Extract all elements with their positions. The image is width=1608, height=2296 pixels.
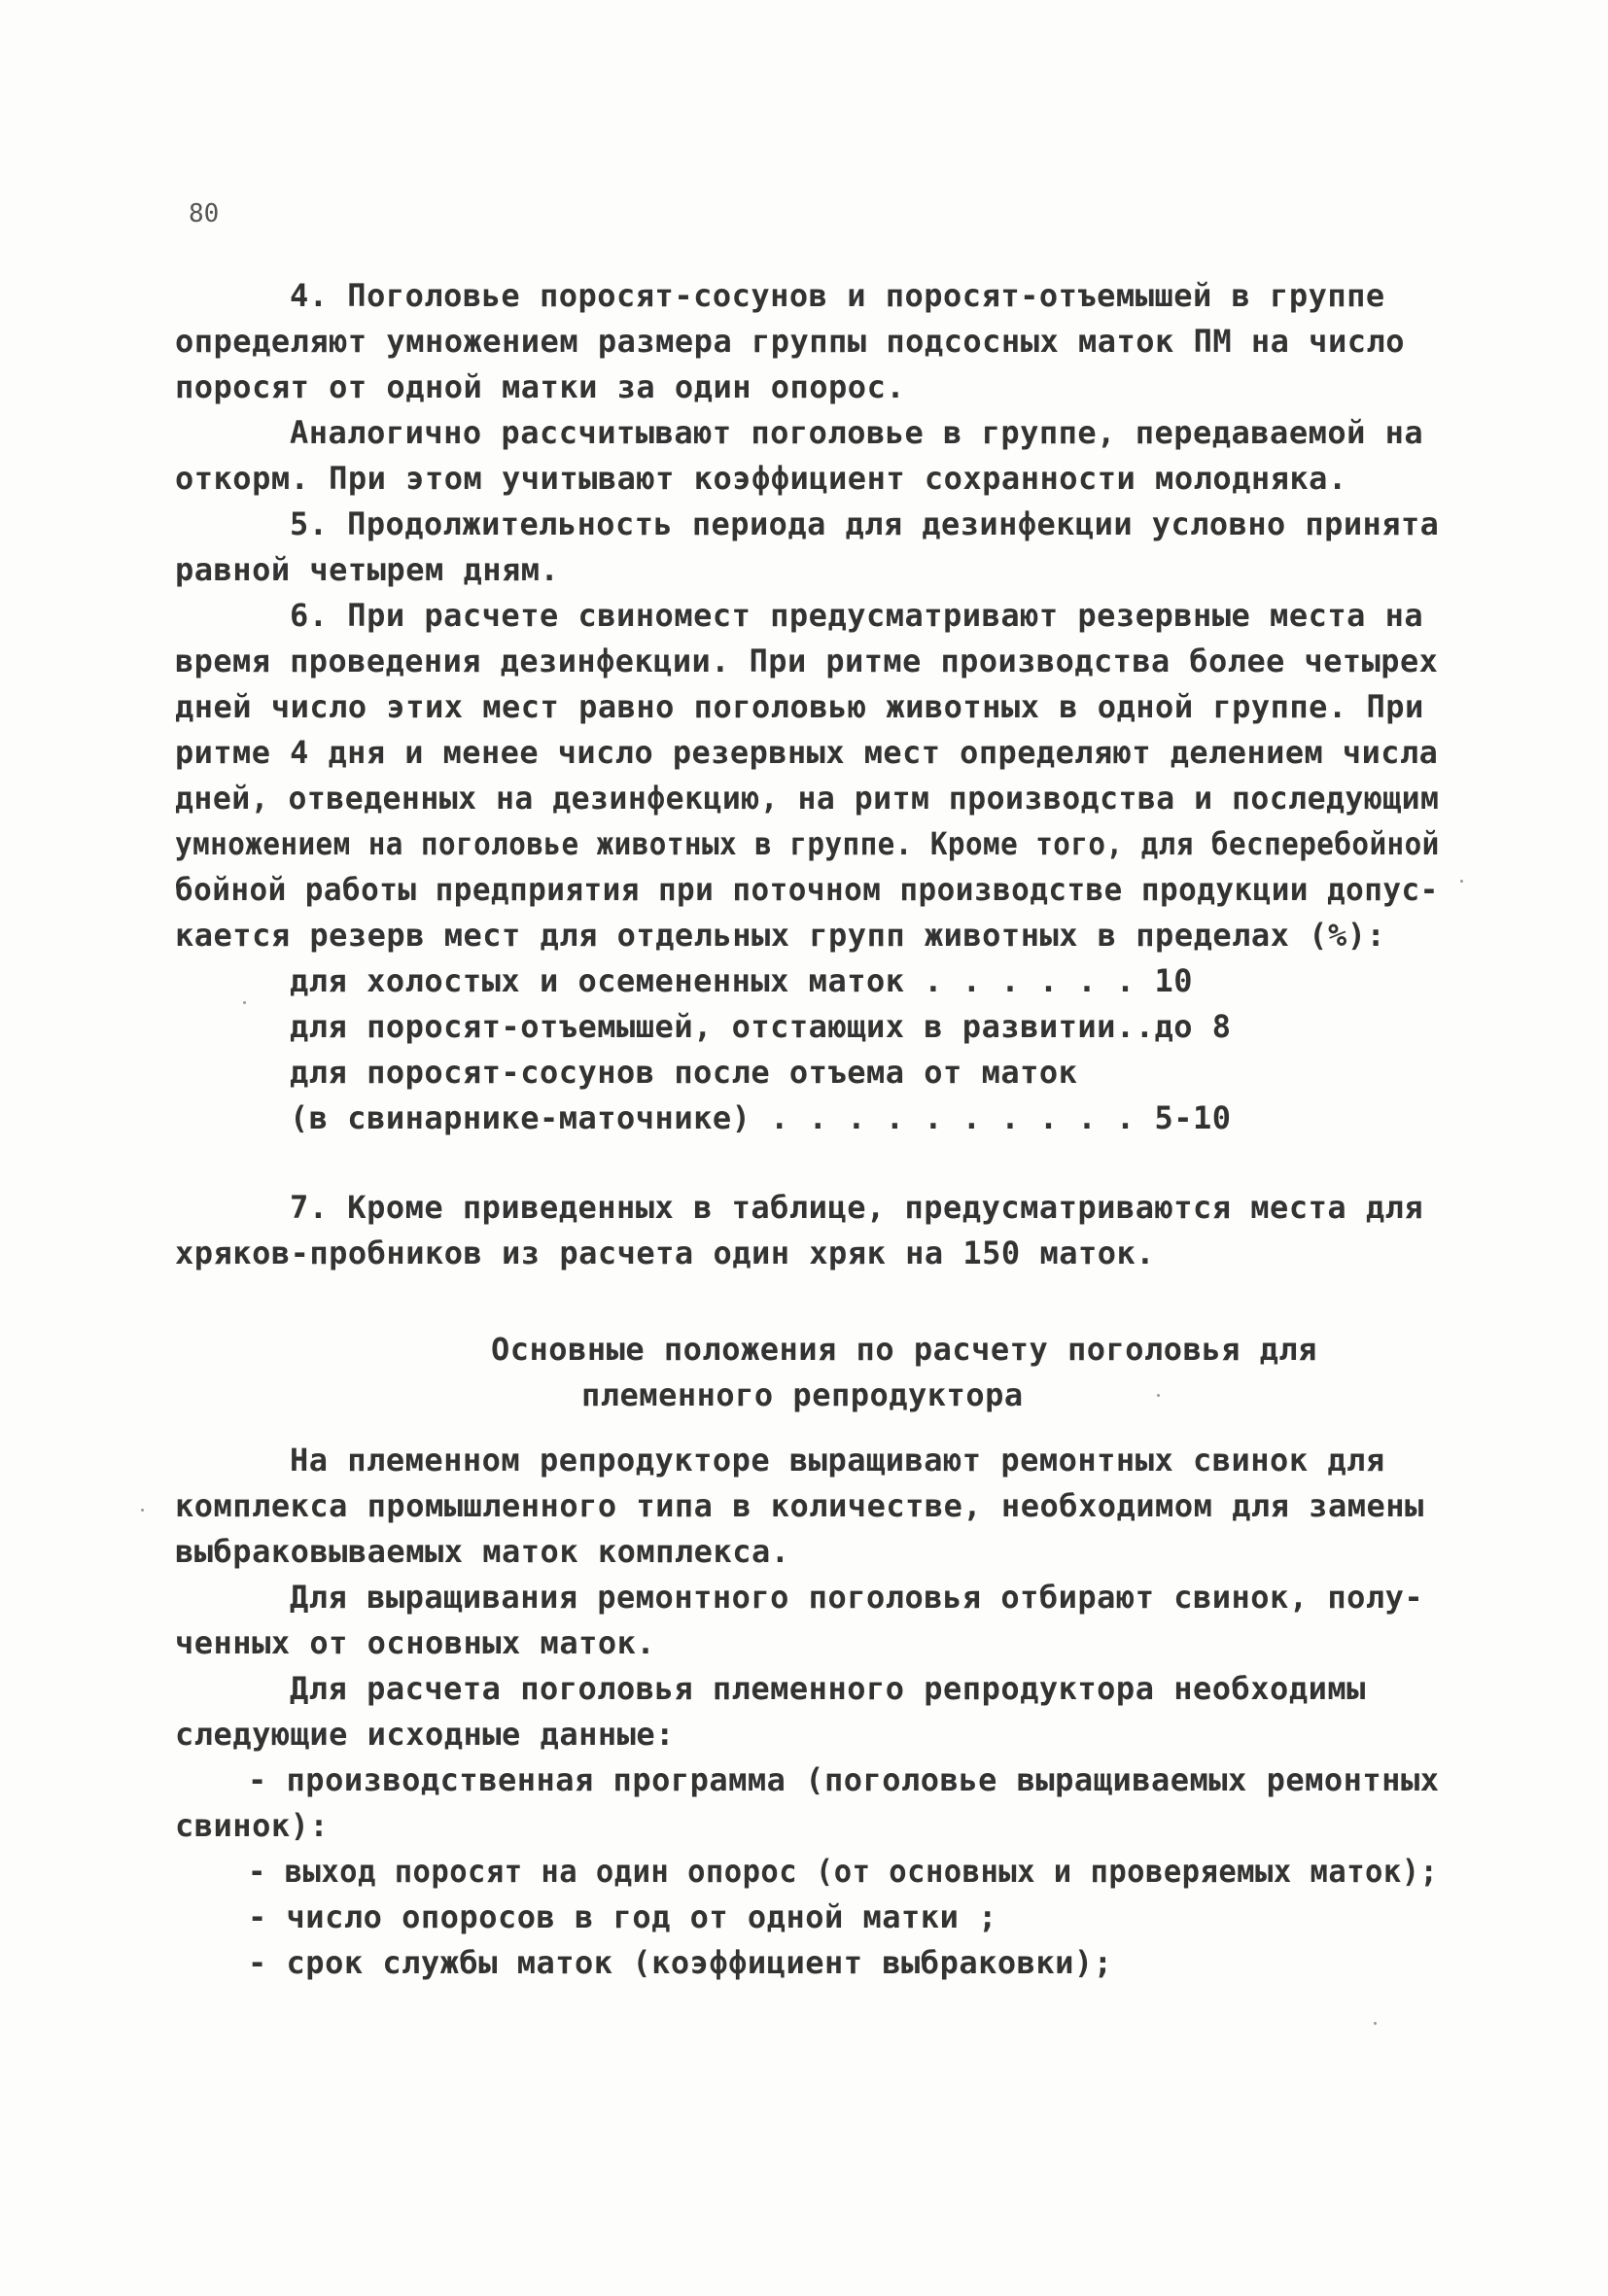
- list-item: для поросят-сосунов после отъема от маток: [290, 1054, 1078, 1091]
- list-item: для поросят-отъемышей, отстающих в развитии..до 8: [290, 1008, 1232, 1045]
- text-line: определяют умножением размера группы подсосных маток ПМ на число: [175, 323, 1405, 360]
- text-line: комплекса промышленного типа в количестве, необходимом для замены: [175, 1487, 1424, 1524]
- list-item: свинок):: [175, 1807, 330, 1844]
- text-line: Аналогично рассчитывают поголовье в группе, передаваемой на: [290, 414, 1424, 451]
- text-line: поросят от одной матки за один опорос.: [175, 368, 906, 405]
- text-line: ритме 4 дня и менее число резервных мест определяют делением числа: [175, 734, 1439, 771]
- text-line: 7. Кроме приведенных в таблице, предусматриваются места для: [290, 1189, 1424, 1226]
- text-line: выбраковываемых маток комплекса.: [175, 1533, 790, 1570]
- list-item: - выход поросят на один опорос (от основных и проверяемых маток);: [248, 1853, 1439, 1890]
- text-line: дней, отведенных на дезинфекцию, на ритм производства и последующим: [175, 780, 1440, 817]
- list-item: (в свинарнике-маточнике) . . . . . . . . . . 5-10: [290, 1099, 1232, 1136]
- text-line: следующие исходные данные:: [175, 1716, 675, 1753]
- scan-speck: [243, 1001, 246, 1004]
- text-line: Для расчета поголовья племенного репродуктора необходимы: [290, 1670, 1366, 1707]
- text-line: хряков-пробников из расчета один хряк на 150 маток.: [175, 1235, 1156, 1271]
- text-line: время проведения дезинфекции. При ритме производства более четырех: [175, 643, 1439, 679]
- list-item: - число опоросов в год от одной матки ;: [248, 1898, 997, 1935]
- section-heading: Основные положения по расчету поголовья для: [491, 1331, 1317, 1368]
- text-line: ченных от основных маток.: [175, 1624, 656, 1661]
- text-line: 5. Продолжительность периода для дезинфекции условно принята: [290, 505, 1440, 542]
- scan-speck: [1460, 880, 1463, 883]
- text-line: бойной работы предприятия при поточном производстве продукции допус-: [175, 871, 1439, 908]
- text-line: равной четырем дням.: [175, 551, 560, 588]
- section-heading: племенного репродуктора: [581, 1376, 1024, 1413]
- text-line: кается резерв мест для отдельных групп животных в пределах (%):: [175, 917, 1386, 954]
- list-item: для холостых и осемененных маток . . . . . . 10: [290, 962, 1193, 999]
- list-item: - производственная программа (поголовье выращиваемых ремонтных: [248, 1761, 1440, 1798]
- text-line: откорм. При этом учитывают коэффициент сохранности молодняка.: [175, 460, 1347, 497]
- scan-speck: [1157, 1394, 1160, 1397]
- text-line: Для выращивания ремонтного поголовья отбирают свинок, полу-: [290, 1579, 1424, 1616]
- text-line: На племенном репродукторе выращивают ремонтных свинок для: [290, 1442, 1385, 1478]
- text-line: 4. Поголовье поросят-сосунов и поросят-отъемышей в группе: [290, 277, 1385, 314]
- page-number: 80: [189, 199, 220, 228]
- list-item: - срок службы маток (коэффициент выбраковки);: [248, 1944, 1113, 1981]
- text-line: дней число этих мест равно поголовью животных в одной группе. При: [175, 688, 1424, 725]
- text-line: 6. При расчете свиномест предусматривают резервные места на: [290, 597, 1424, 634]
- scan-speck: [141, 1509, 144, 1512]
- text-line: умножением на поголовье животных в группе. Кроме того, для бесперебойной: [175, 825, 1440, 862]
- scan-speck: [1374, 2022, 1377, 2025]
